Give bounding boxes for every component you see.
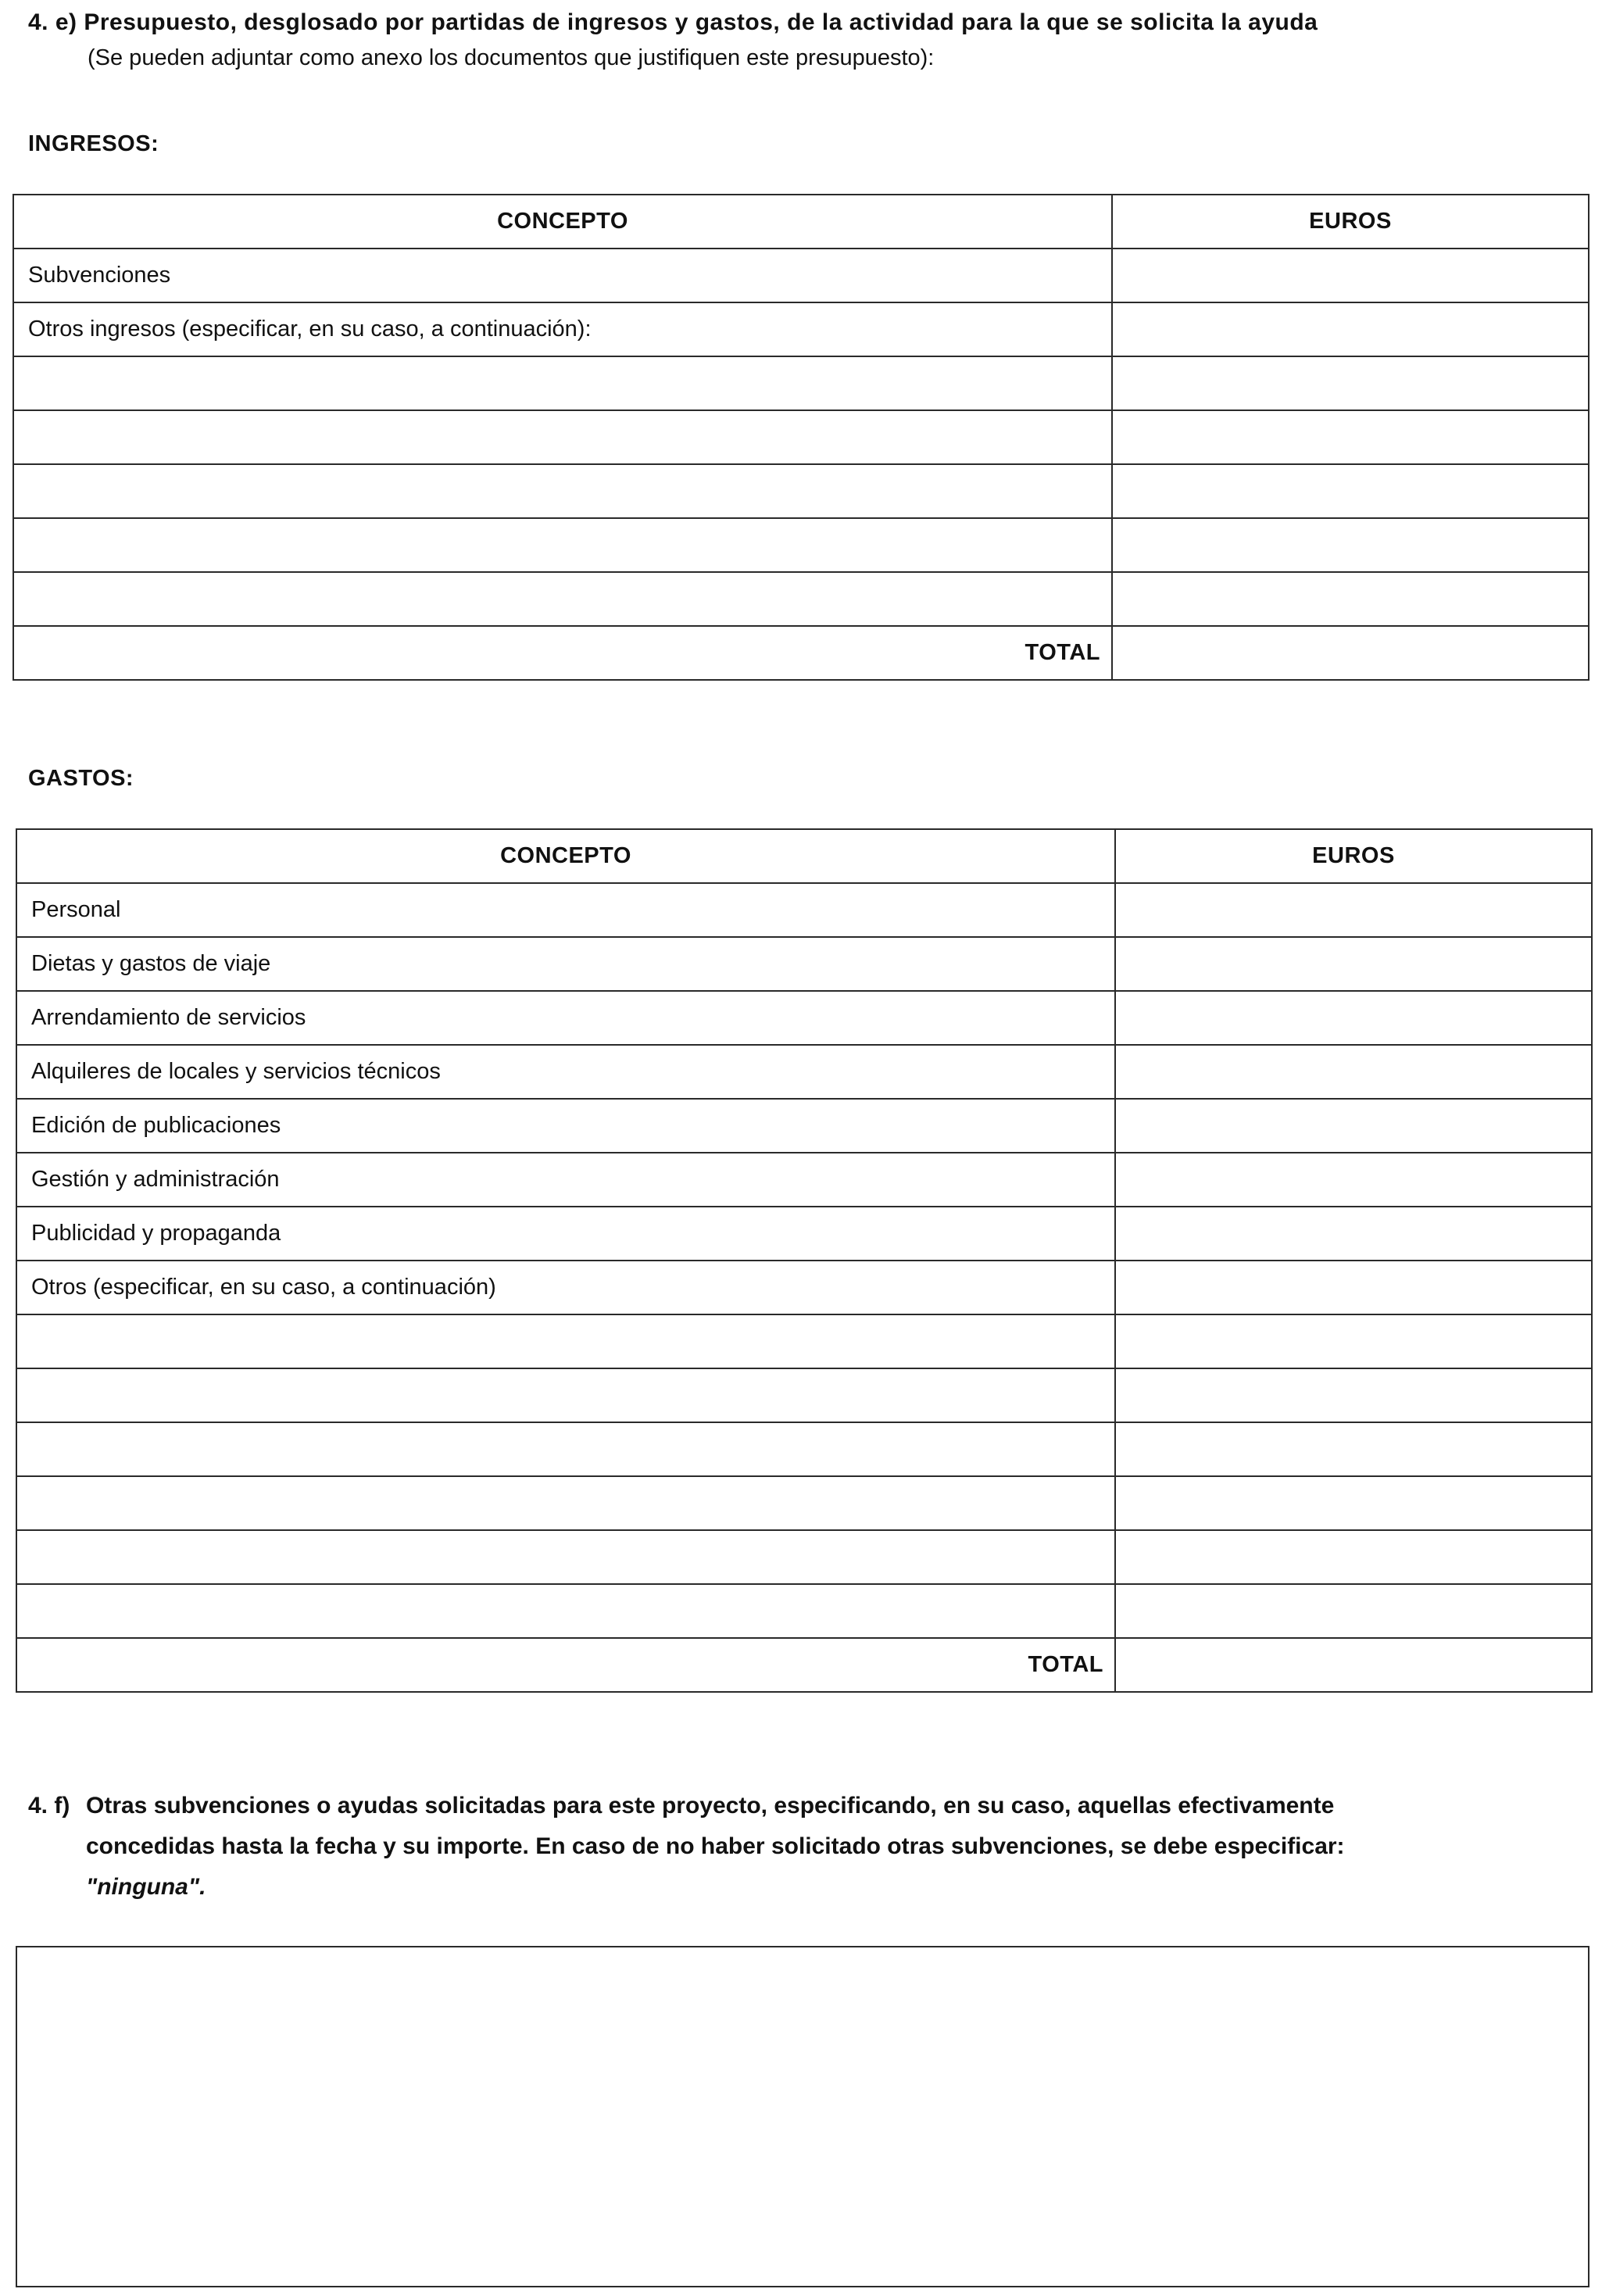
- concepto-cell[interactable]: [13, 518, 1112, 572]
- section-f-line3: "ninguna".: [86, 1874, 206, 1900]
- section-e-subtitle: (Se pueden adjuntar como anexo los documentos que justifiquen este presupuesto):: [88, 45, 935, 70]
- euros-cell[interactable]: [1115, 1530, 1592, 1584]
- euros-cell[interactable]: [1112, 464, 1589, 518]
- table-row: [16, 1261, 1592, 1314]
- table-row: [13, 518, 1589, 572]
- section-f-title: [28, 1786, 1583, 1908]
- euros-cell[interactable]: [1115, 1476, 1592, 1530]
- ingresos-label: INGRESOS:: [28, 131, 159, 156]
- concepto-cell[interactable]: Edición de publicaciones: [16, 1099, 1115, 1153]
- otras-subvenciones-answer-box[interactable]: [16, 1946, 1589, 2287]
- section-f-number: 4. f): [28, 1793, 70, 1819]
- concepto-cell[interactable]: Personal: [16, 883, 1115, 937]
- euros-cell[interactable]: [1115, 1045, 1592, 1099]
- concepto-cell[interactable]: [13, 356, 1112, 410]
- table-row: [16, 1314, 1592, 1368]
- table-row: [16, 1153, 1592, 1207]
- section-e-title: 4. e) Presupuesto, desglosado por partidas de ingresos y gastos, de la actividad para la que se solicita la ayuda: [28, 9, 1318, 35]
- ingresos-table: [13, 194, 1589, 681]
- concepto-cell[interactable]: Alquileres de locales y servicios técnicos: [16, 1045, 1115, 1099]
- concepto-cell[interactable]: [16, 1476, 1115, 1530]
- concepto-cell[interactable]: Otros ingresos (especificar, en su caso, a continuación):: [13, 302, 1112, 356]
- concepto-cell[interactable]: Dietas y gastos de viaje: [16, 937, 1115, 991]
- euros-cell[interactable]: [1115, 991, 1592, 1045]
- euros-cell[interactable]: [1115, 883, 1592, 937]
- table-header-row: [13, 195, 1589, 249]
- euros-cell[interactable]: [1112, 249, 1589, 302]
- gastos-table: [16, 828, 1593, 1693]
- concepto-cell[interactable]: Otros (especificar, en su caso, a continuación): [16, 1261, 1115, 1314]
- concepto-cell[interactable]: [13, 464, 1112, 518]
- euros-cell[interactable]: [1112, 356, 1589, 410]
- euros-cell[interactable]: [1115, 1207, 1592, 1261]
- concepto-cell[interactable]: [16, 1530, 1115, 1584]
- euros-cell[interactable]: [1115, 1584, 1592, 1638]
- table-row: [13, 249, 1589, 302]
- table-row: [16, 1045, 1592, 1099]
- table-row: [16, 1207, 1592, 1261]
- concepto-header: CONCEPTO: [16, 829, 1115, 883]
- euros-header: EUROS: [1112, 195, 1589, 249]
- table-row: [16, 1584, 1592, 1638]
- concepto-cell[interactable]: [16, 1584, 1115, 1638]
- euros-cell[interactable]: [1112, 572, 1589, 626]
- total-amount-cell[interactable]: [1115, 1638, 1592, 1692]
- concepto-cell[interactable]: [16, 1422, 1115, 1476]
- table-row: [13, 356, 1589, 410]
- concepto-cell[interactable]: Arrendamiento de servicios: [16, 991, 1115, 1045]
- section-f-line1: 4. f) Otras subvenciones o ayudas solicitadas para este proyecto, especificando, en su caso, aquellas efectivamente: [28, 1786, 1583, 1826]
- total-label: TOTAL: [13, 626, 1112, 680]
- concepto-cell[interactable]: Gestión y administración: [16, 1153, 1115, 1207]
- concepto-cell[interactable]: [16, 1314, 1115, 1368]
- euros-cell[interactable]: [1115, 1368, 1592, 1422]
- table-row: [16, 1476, 1592, 1530]
- concepto-cell[interactable]: Subvenciones: [13, 249, 1112, 302]
- euros-cell[interactable]: [1112, 518, 1589, 572]
- concepto-header: CONCEPTO: [13, 195, 1112, 249]
- total-label: TOTAL: [16, 1638, 1115, 1692]
- concepto-cell[interactable]: [13, 410, 1112, 464]
- concepto-cell[interactable]: [13, 572, 1112, 626]
- euros-cell[interactable]: [1112, 302, 1589, 356]
- euros-cell[interactable]: [1115, 1153, 1592, 1207]
- table-row: [16, 991, 1592, 1045]
- table-row: [16, 1530, 1592, 1584]
- section-f-line2: concedidas hasta la fecha y su importe. En caso de no haber solicitado otras subvenciones, se debe especificar:: [86, 1833, 1345, 1859]
- table-row: [16, 1368, 1592, 1422]
- table-row: [13, 572, 1589, 626]
- total-amount-cell[interactable]: [1112, 626, 1589, 680]
- gastos-label: GASTOS:: [28, 766, 134, 791]
- table-row: [16, 883, 1592, 937]
- euros-cell[interactable]: [1112, 410, 1589, 464]
- euros-cell[interactable]: [1115, 1099, 1592, 1153]
- euros-cell[interactable]: [1115, 1422, 1592, 1476]
- table-row: [13, 410, 1589, 464]
- concepto-cell[interactable]: [16, 1368, 1115, 1422]
- table-header-row: [16, 829, 1592, 883]
- table-row: [16, 937, 1592, 991]
- table-row: [13, 464, 1589, 518]
- table-row: [16, 1099, 1592, 1153]
- table-row: [16, 1422, 1592, 1476]
- concepto-cell[interactable]: Publicidad y propaganda: [16, 1207, 1115, 1261]
- total-row: [13, 626, 1589, 680]
- euros-header: EUROS: [1115, 829, 1592, 883]
- euros-cell[interactable]: [1115, 937, 1592, 991]
- table-row: [13, 302, 1589, 356]
- euros-cell[interactable]: [1115, 1261, 1592, 1314]
- euros-cell[interactable]: [1115, 1314, 1592, 1368]
- total-row: [16, 1638, 1592, 1692]
